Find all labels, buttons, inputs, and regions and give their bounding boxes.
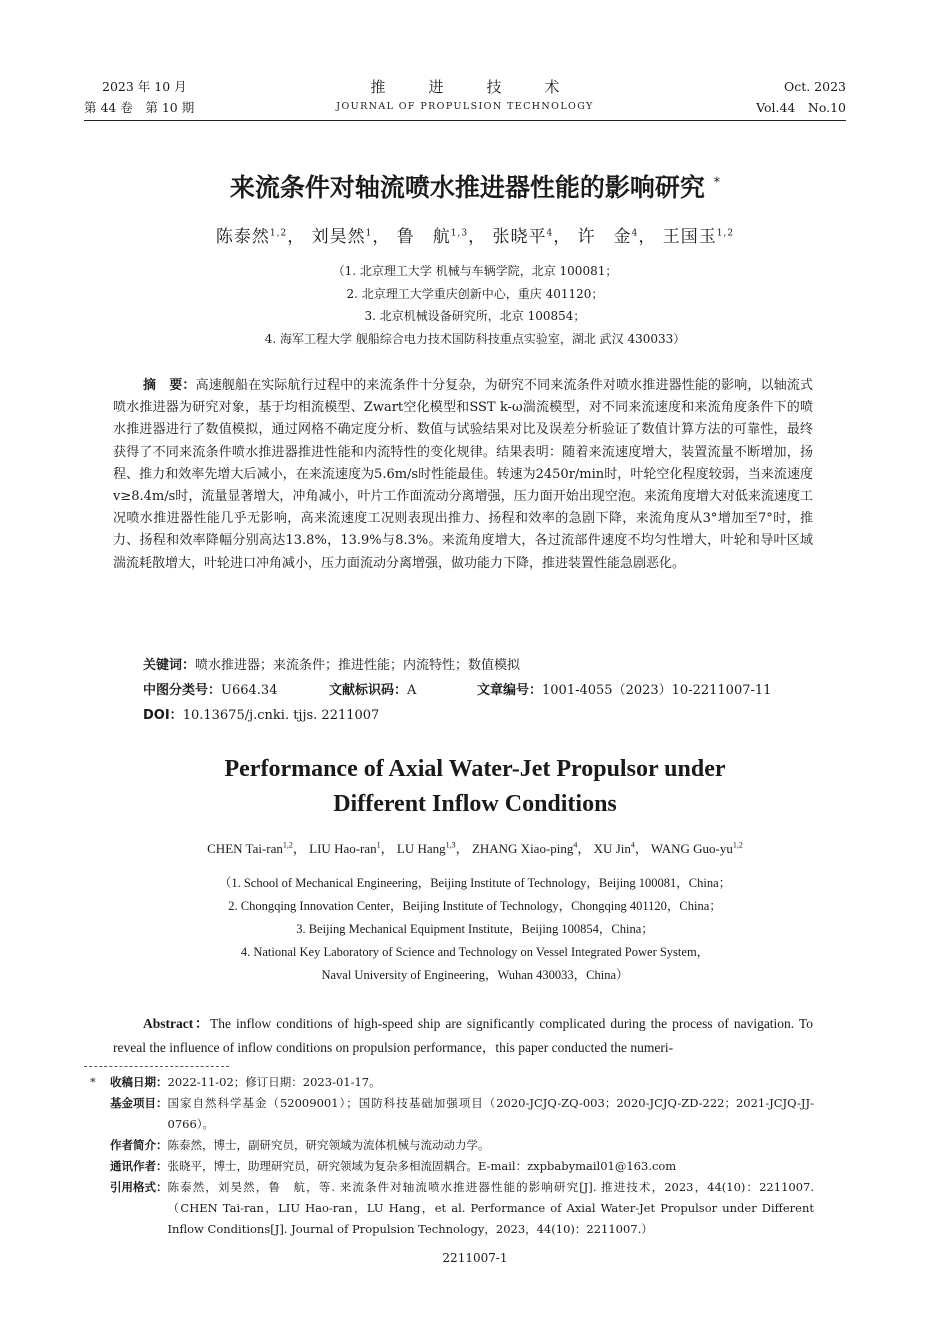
title-en-line: Performance of Axial Water-Jet Propulsor under: [224, 756, 726, 782]
paper-title-cn: [0, 168, 950, 204]
affiliation-en: 4. National Key Laboratory of Science and Technology on Vessel Integrated Power System，: [240, 945, 710, 959]
author-cn: 陈泰然: [215, 227, 270, 247]
abstract-en: [113, 1012, 813, 1059]
author-cn: 刘昊然: [311, 227, 366, 247]
footnote-bio: [84, 1135, 814, 1156]
author-cn: 许 金: [577, 227, 632, 247]
authors-cn: 陈泰然$^{1,2}$， 刘昊然$^1$， 鲁 航$^{1,3}$， 张晓平$^4$， 许 金$^4$， 王国玉$^{1,2}$: [215, 227, 735, 247]
doi-line: [143, 705, 379, 727]
keywords-label: 关键词：: [143, 658, 196, 673]
author-en-sup: 4: [630, 840, 635, 850]
footnote-value: 2022-11-02；修订日期：2023-01-17。: [167, 1075, 381, 1089]
journal-name-cn: 推 进 技 术: [370, 78, 574, 96]
affiliation-en: 2. Chongqing Innovation Center，Beijing Institute of Technology，Chongqing 401120，China；: [228, 899, 722, 913]
authors-en: CHEN Tai-ran$^{1,2}$， LIU Hao-ran$^1$， LU Hang$^{1,3}$， ZHANG Xiao-ping$^4$， XU Jin$^4$， WANG Guo-yu$^{1,2}$: [207, 840, 743, 856]
footnote-label: 通讯作者：: [110, 1159, 168, 1173]
page-number: 2211007-1: [442, 1251, 508, 1265]
affiliations-en: [0, 872, 950, 987]
clc-value: U664.34: [221, 683, 278, 698]
author-en-sup: 1: [376, 840, 381, 850]
keywords-text: 喷水推进器；来流条件；推进性能；内流特性；数值模拟: [195, 658, 521, 673]
footnote-label: 引用格式：: [110, 1180, 168, 1194]
affiliations-cn: [0, 260, 950, 350]
affiliation-cn: 2. 北京理工大学重庆创新中心，重庆 401120；: [346, 286, 604, 301]
doc-code-label: 文献标识码：: [329, 683, 408, 698]
footnote-citation: [84, 1177, 814, 1240]
footnote-fund: [84, 1093, 814, 1135]
author-cn-sup: 1,2: [716, 228, 735, 239]
journal-name-en: JOURNAL OF PROPULSION TECHNOLOGY: [336, 101, 594, 112]
footnote-label: 基金项目：: [110, 1096, 168, 1110]
footnote-corresponding: [84, 1156, 814, 1177]
author-en: CHEN Tai-ran: [207, 841, 283, 856]
header-date-en: Oct. 2023: [783, 79, 846, 94]
author-cn-sup: 1,3: [450, 228, 469, 239]
abstract-cn: [113, 375, 813, 575]
header-volume-en: Vol.44 No.10: [756, 100, 846, 115]
paper-title-en: [0, 752, 950, 822]
doi-label: DOI：: [143, 708, 183, 723]
header-right: [756, 76, 846, 118]
author-en: LIU Hao-ran: [309, 841, 377, 856]
affiliation-cn: （1. 北京理工大学 机械与车辆学院，北京 100081；: [332, 264, 618, 278]
header-volume-cn: 第 44 卷 第 10 期: [84, 100, 195, 115]
title-cn-text: 来流条件对轴流喷水推进器性能的影响研究: [229, 173, 705, 202]
author-cn: 鲁 航: [396, 227, 451, 247]
doi-link[interactable]: 10.13675/j.cnki. tjjs. 2211007: [182, 708, 380, 723]
author-cn-sup: 1: [365, 228, 373, 239]
classification-line: [143, 680, 843, 702]
article-number-label: 文章编号：: [477, 683, 543, 698]
footnote-received: [84, 1072, 814, 1093]
affiliation-en: （1. School of Mechanical Engineering，Beijing Institute of Technology，Beijing 100081，China；: [218, 876, 732, 890]
author-en: ZHANG Xiao-ping: [471, 841, 574, 856]
footnote-value: 陈泰然，博士，副研究员，研究领域为流体机械与流动动力学。: [167, 1138, 490, 1152]
author-en-sup: 4: [573, 840, 578, 850]
header-rule: [84, 120, 846, 121]
affiliation-en: Naval University of Engineering，Wuhan 430033，China）: [321, 968, 629, 982]
abstract-cn-label: 摘 要：: [143, 378, 196, 393]
author-en: XU Jin: [593, 841, 631, 856]
keywords-cn: [143, 655, 520, 677]
doc-code-value: A: [407, 683, 417, 698]
footnote-value: 陈泰然，刘昊然，鲁 航，等. 来流条件对轴流喷水推进器性能的影响研究[J]. 推进技术，2023，44(10)：2211007. （CHEN Tai-ran，LIU Hao-ran，LU Hang，et al. Performance of Axial Water-Jet Propulsor under Different Inflow Conditions[J]. Journal of Propulsion Technology，2023，44(10)：2211007.）: [167, 1180, 814, 1236]
author-cn-sup: 4: [546, 228, 554, 239]
footnote-value: 国家自然科学基金（52009001）；国防科技基础加强项目（2020-JCJQ-ZQ-003；2020-JCJQ-ZD-222；2021-JCJQ-JJ-0766）。: [167, 1096, 814, 1131]
affiliation-cn: 4. 海军工程大学 舰船综合电力技术国防科技重点实验室，湖北 武汉 430033）: [264, 331, 686, 346]
footnote-rule: [84, 1066, 229, 1067]
header-date-cn: 2023 年 10 月: [102, 79, 187, 94]
author-cn: 张晓平: [492, 227, 547, 247]
affiliation-en: 3. Beijing Mechanical Equipment Institute，Beijing 100854，China；: [296, 922, 654, 936]
footnotes: [84, 1072, 814, 1240]
article-number-value: 1001-4055（2023）10-2211007-11: [542, 683, 772, 698]
footnote-value: 张晓平，博士，助理研究员，研究领域为复杂多相流固耦合。E-mail：zxpbabymail01@163.com: [167, 1159, 677, 1173]
affiliation-cn: 3. 北京机械设备研究所，北京 100854；: [364, 309, 586, 323]
author-en: WANG Guo-yu: [650, 841, 733, 856]
title-en-line: Different Inflow Conditions: [333, 791, 617, 817]
author-en-sup: 1,2: [732, 840, 743, 850]
footnote-mark: *: [90, 1075, 96, 1089]
abstract-cn-text: 高速舰船在实际航行过程中的来流条件十分复杂，为研究不同来流条件对喷水推进器性能的影响，以轴流式喷水推进器为研究对象，基于均相流模型、Zwart空化模型和SST k-ω湍流模型，对不同来流速度和来流角度条件下的喷水推进器进行了数值模拟，通过网格不确定度分析、数值与试验结果对比及误差分析验证了数值计算方法的可靠性，最终获得了不同来流条件喷水推进器推进性能和内流特性的变化规律。结果表明：随着来流速度增大，装置流量不断增加，扬程、推力和效率先增大后减小，在来流速度为5.6m/s时性能最佳。转速为2450r/min时，叶轮空化程度较弱，当来流速度v≥8.4m/s时，流量显著增大，冲角减小，叶片工作面流动分离增强，压力面开始出现空泡。来流角度增大对低来流速度工况喷水推进器性能几乎无影响，高来流速度工况则表现出推力、扬程和效率的急剧下降，来流角度从3°增加至7°时，推力、扬程和效率降幅分别高达13.8%，13.9%与8.3%。来流角度增大，各过流部件速度不均匀性增大，叶轮和导叶区域湍流耗散增大，叶轮进口冲角减小，压力面流动分离增强，做功能力下降，推进装置性能急剧恶化。: [113, 378, 813, 571]
author-cn-sup: 1,2: [269, 228, 288, 239]
abstract-en-label: Abstract：: [143, 1016, 210, 1031]
author-cn-sup: 4: [631, 228, 639, 239]
header-center: [84, 76, 846, 116]
footnote-label: 收稿日期：: [110, 1075, 168, 1089]
author-en-sup: 1,3: [445, 840, 456, 850]
author-en: LU Hang: [396, 841, 446, 856]
footnote-label: 作者简介：: [110, 1138, 168, 1152]
clc-label: 中图分类号：: [143, 683, 222, 698]
running-header: [84, 76, 846, 120]
title-footnote-mark: *: [713, 175, 721, 191]
author-en-sup: 1,2: [282, 840, 293, 850]
author-cn: 王国玉: [662, 227, 717, 247]
abstract-en-text: The inflow conditions of high-speed ship are significantly complicated during the process of navigation. To reveal the influence of inflow conditions on propulsion performance，this paper conducted the numeri-: [113, 1016, 813, 1055]
